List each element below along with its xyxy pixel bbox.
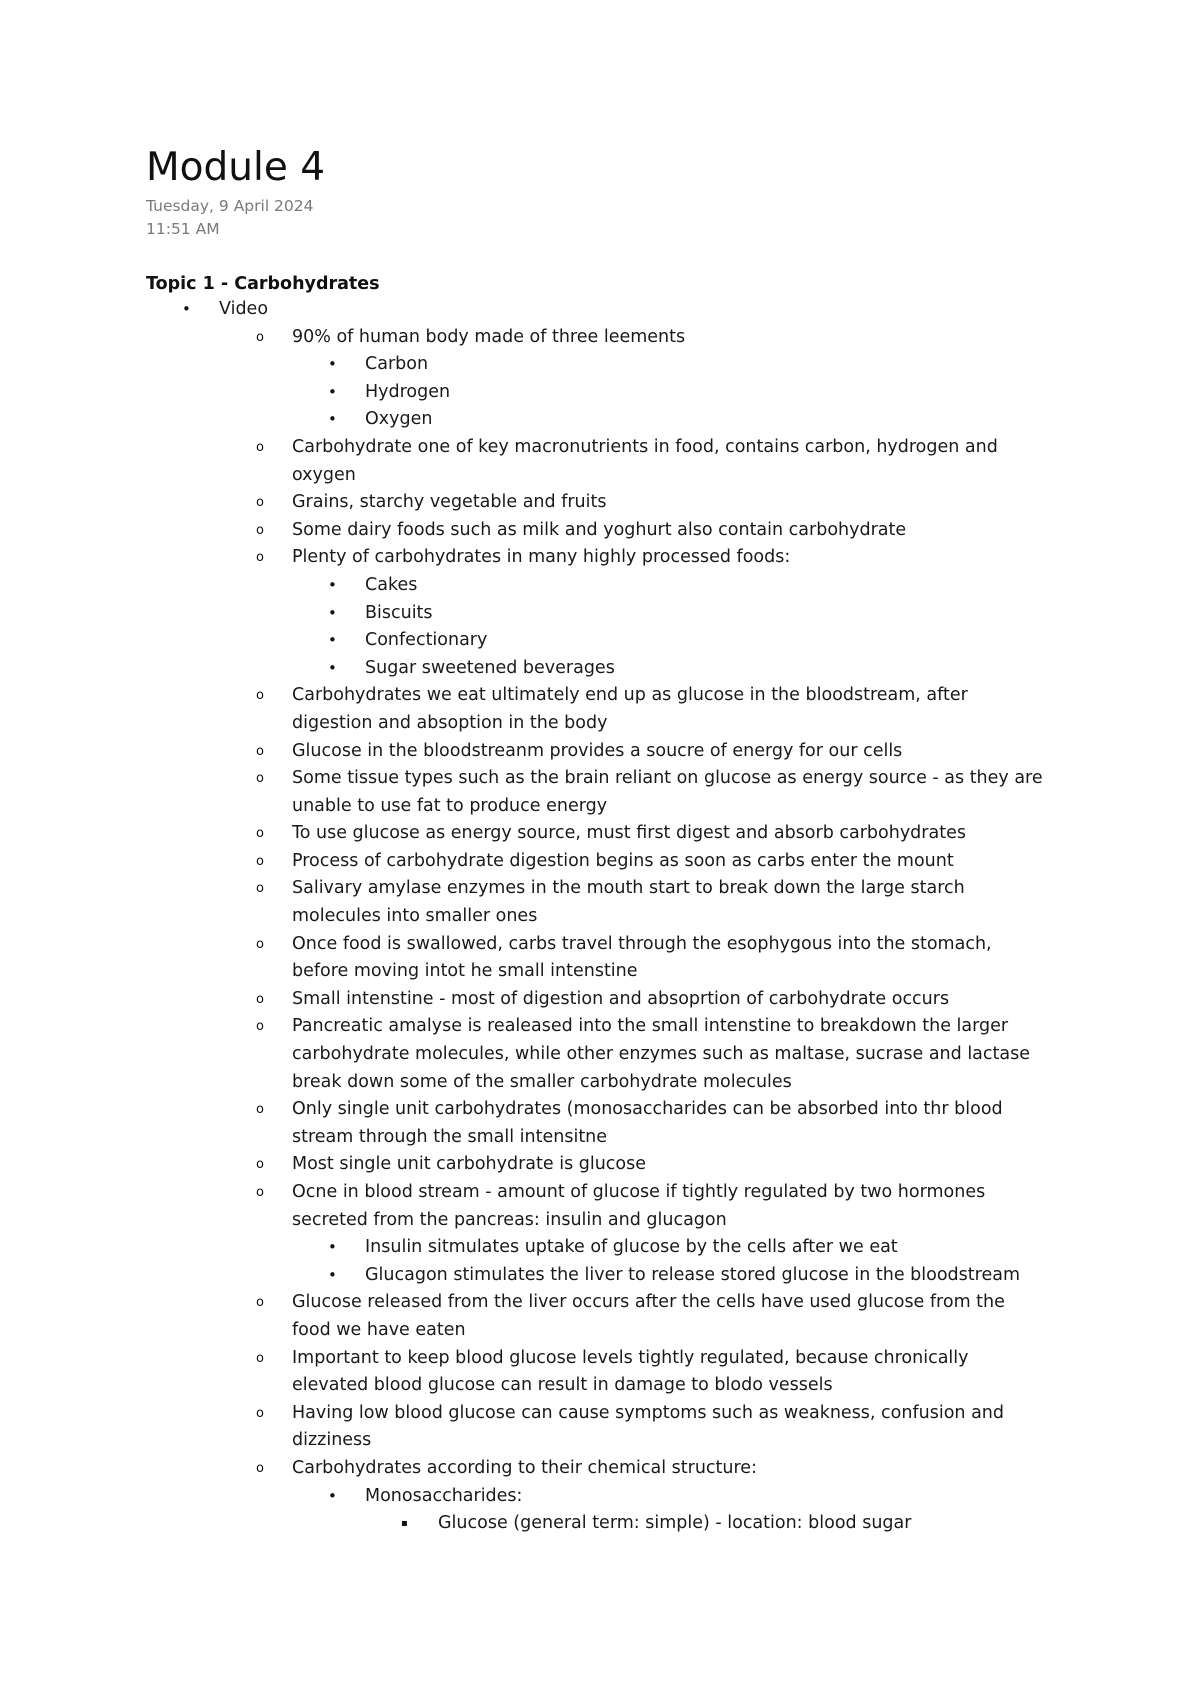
list-item-text: stream through the small intensitne (292, 1126, 608, 1147)
list-item-text: Sugar sweetened beverages (365, 657, 615, 678)
list-item (0, 986, 1200, 1014)
bullet-icon: o (256, 439, 264, 455)
bullet-icon: • (182, 300, 191, 318)
list-item-line (0, 1151, 1200, 1179)
list-item-line (0, 351, 1200, 379)
bullet-icon: o (256, 1460, 264, 1476)
bullet-icon: • (328, 1265, 337, 1284)
list-item (0, 351, 1200, 379)
list-item-line (0, 903, 1200, 931)
list-item-line (0, 1179, 1200, 1207)
list-item-line (0, 710, 1200, 738)
bullet-icon: o (256, 991, 264, 1007)
bullet-icon: • (328, 658, 337, 677)
list-item-line (0, 682, 1200, 710)
list-item (0, 627, 1200, 655)
bullet-icon: o (256, 1185, 264, 1200)
list-item-text: before moving intot he small intenstine (292, 961, 638, 982)
list-item (0, 875, 1200, 930)
list-item-line (0, 958, 1200, 986)
bullet-icon: • (328, 631, 337, 650)
list-item-text: dizziness (292, 1430, 372, 1451)
list-item (0, 931, 1200, 986)
list-item-text: Process of carbohydrate digestion begins as soon as carbs enter the mount (292, 850, 954, 871)
bullet-icon: • (328, 1238, 337, 1257)
list-item-line (0, 627, 1200, 655)
list-item-line (0, 986, 1200, 1014)
list-item (0, 1096, 1200, 1151)
list-item (0, 820, 1200, 848)
topic-heading: Topic 1 - Carbohydrates (146, 274, 380, 294)
list-item-line (0, 1124, 1200, 1152)
bullet-icon: o (256, 550, 264, 566)
list-item-text: Video (219, 299, 269, 319)
list-item-line (0, 1013, 1200, 1041)
list-item-text: Small intenstine - most of digestion and absoprtion of carbohydrate occurs (292, 988, 950, 1009)
list-item (0, 1179, 1200, 1234)
bullet-icon: o (256, 826, 264, 842)
list-item-text: Biscuits (365, 602, 433, 623)
bullet-icon: • (328, 603, 337, 622)
list-item-line (0, 1345, 1200, 1373)
list-item-text: Cakes (365, 574, 418, 595)
notes-outline (0, 296, 1200, 1538)
list-item-line (0, 572, 1200, 600)
list-item-line (0, 489, 1200, 517)
list-item (0, 1483, 1200, 1511)
list-item-line (0, 1510, 1200, 1538)
list-item-line (0, 379, 1200, 407)
list-item (0, 655, 1200, 683)
bullet-icon: • (328, 410, 337, 429)
list-item-text: Carbohydrates according to their chemical structure: (292, 1457, 757, 1478)
list-item-text: Only single unit carbohydrates (monosaccharides can be absorbed into thr blood (292, 1099, 1003, 1120)
list-item-line (0, 600, 1200, 628)
bullet-icon: • (328, 355, 337, 374)
list-item (0, 489, 1200, 517)
list-item-text: elevated blood glucose can result in damage to blodo vessels (292, 1375, 833, 1396)
bullet-icon: o (256, 1295, 264, 1311)
list-item-line (0, 1289, 1200, 1317)
list-item-text: food we have eaten (292, 1319, 466, 1340)
list-item-text: Insulin sitmulates uptake of glucose by the cells after we eat (365, 1237, 898, 1258)
list-item-text: Carbohydrates we eat ultimately end up as glucose in the bloodstream, after (292, 685, 968, 706)
list-item (0, 517, 1200, 545)
bullet-icon: o (256, 853, 264, 869)
list-item-text: Carbon (365, 354, 429, 375)
list-item-line (0, 324, 1200, 352)
bullet-icon: • (328, 575, 337, 594)
list-item (0, 1013, 1200, 1096)
list-item (0, 738, 1200, 766)
list-item-text: To use glucose as energy source, must first digest and absorb carbohydrates (292, 823, 966, 844)
list-item (0, 544, 1200, 572)
list-item-text: carbohydrate molecules, while other enzymes such as maltase, sucrase and lactase (292, 1044, 1030, 1065)
list-item-text: Grains, starchy vegetable and fruits (292, 492, 607, 513)
list-item-text: Some dairy foods such as milk and yoghurt also contain carbohydrate (292, 519, 907, 540)
list-item (0, 1262, 1200, 1290)
list-item-text: Glucose (general term: simple) - location: blood sugar (438, 1513, 912, 1534)
list-item (0, 1234, 1200, 1262)
list-item-line (0, 1262, 1200, 1290)
list-item-text: Once food is swallowed, carbs travel through the esophygous into the stomach, (292, 933, 992, 954)
list-item-line (0, 1400, 1200, 1428)
bullet-icon: o (256, 495, 264, 511)
list-item (0, 682, 1200, 737)
list-item-line (0, 544, 1200, 572)
list-item-text: Ocne in blood stream - amount of glucose if tightly regulated by two hormones (292, 1182, 986, 1202)
bullet-icon: o (256, 1157, 264, 1173)
list-item-line (0, 765, 1200, 793)
bullet-icon: o (256, 1405, 264, 1421)
list-item-line (0, 931, 1200, 959)
list-item-text: secreted from the pancreas: insulin and glucagon (292, 1209, 727, 1230)
page-date: Tuesday, 9 April 2024 (146, 197, 314, 215)
list-item (0, 1151, 1200, 1179)
bullet-icon: • (328, 382, 337, 401)
list-item-line (0, 517, 1200, 545)
list-item (0, 324, 1200, 352)
list-item-text: Monosaccharides: (365, 1485, 523, 1506)
list-item-line (0, 1041, 1200, 1069)
list-item (0, 1455, 1200, 1483)
bullet-icon: • (328, 1486, 337, 1505)
list-item-line (0, 655, 1200, 683)
list-item (0, 848, 1200, 876)
list-item-line (0, 875, 1200, 903)
list-item-text: Glucose released from the liver occurs after the cells have used glucose from the (292, 1292, 1005, 1313)
list-item (0, 406, 1200, 434)
bullet-icon: o (256, 936, 264, 952)
list-item-text: unable to use fat to produce energy (292, 795, 608, 816)
list-item-line (0, 296, 1200, 324)
list-item-text: Pancreatic amalyse is realeased into the small intenstine to breakdown the larger (292, 1016, 1009, 1037)
list-item-line (0, 848, 1200, 876)
bullet-icon: o (256, 743, 264, 759)
list-item-line (0, 1372, 1200, 1400)
bullet-icon: ▪ (401, 1518, 408, 1530)
bullet-icon: o (256, 881, 264, 897)
list-item-line (0, 1427, 1200, 1455)
list-item (0, 1510, 1200, 1538)
bullet-icon: o (256, 522, 264, 538)
page-title: Module 4 (146, 145, 326, 190)
list-item-line (0, 1069, 1200, 1097)
list-item (0, 296, 1200, 324)
list-item-text: molecules into smaller ones (292, 906, 538, 927)
list-item-line (0, 1096, 1200, 1124)
list-item-text: Glucose in the bloodstreanm provides a soucre of energy for our cells (292, 740, 903, 761)
list-item (0, 1289, 1200, 1344)
list-item-line (0, 462, 1200, 490)
list-item-text: Plenty of carbohydrates in many highly processed foods: (292, 547, 791, 568)
list-item-line (0, 1234, 1200, 1262)
list-item (0, 765, 1200, 820)
list-item-line (0, 1455, 1200, 1483)
list-item-text: Confectionary (365, 630, 488, 651)
list-item-text: Glucagon stimulates the liver to release stored glucose in the bloodstream (365, 1264, 1020, 1285)
list-item (0, 572, 1200, 600)
list-item-text: Most single unit carbohydrate is glucose (292, 1154, 647, 1175)
list-item-text: Important to keep blood glucose levels tightly regulated, because chronically (292, 1347, 969, 1368)
list-item (0, 1345, 1200, 1400)
list-item-line (0, 1317, 1200, 1345)
list-item-text: Hydrogen (365, 381, 451, 402)
bullet-icon: o (256, 688, 264, 704)
list-item-text: break down some of the smaller carbohydrate molecules (292, 1071, 792, 1092)
list-item-text: Having low blood glucose can cause symptoms such as weakness, confusion and (292, 1402, 1004, 1423)
list-item-line (0, 820, 1200, 848)
list-item-line (0, 793, 1200, 821)
bullet-icon: o (256, 1350, 264, 1366)
list-item (0, 434, 1200, 489)
list-item-line (0, 738, 1200, 766)
bullet-icon: o (256, 1102, 264, 1118)
list-item (0, 379, 1200, 407)
list-item-text: Oxygen (365, 409, 433, 430)
bullet-icon: o (256, 329, 264, 345)
list-item-text: Carbohydrate one of key macronutrients in food, contains carbon, hydrogen and (292, 436, 998, 457)
page-time: 11:51 AM (146, 220, 220, 238)
list-item (0, 1400, 1200, 1455)
list-item-line (0, 434, 1200, 462)
list-item-text: 90% of human body made of three leements (292, 326, 686, 347)
list-item-line (0, 1207, 1200, 1235)
list-item-line (0, 406, 1200, 434)
list-item-text: Salivary amylase enzymes in the mouth start to break down the large starch (292, 878, 965, 899)
list-item-line (0, 1483, 1200, 1511)
list-item (0, 600, 1200, 628)
list-item-text: Some tissue types such as the brain reliant on glucose as energy source - as they are (292, 768, 1043, 789)
list-item-text: oxygen (292, 464, 356, 485)
bullet-icon: o (256, 1019, 264, 1035)
list-item-text: digestion and absoption in the body (292, 712, 608, 733)
bullet-icon: o (256, 771, 264, 787)
